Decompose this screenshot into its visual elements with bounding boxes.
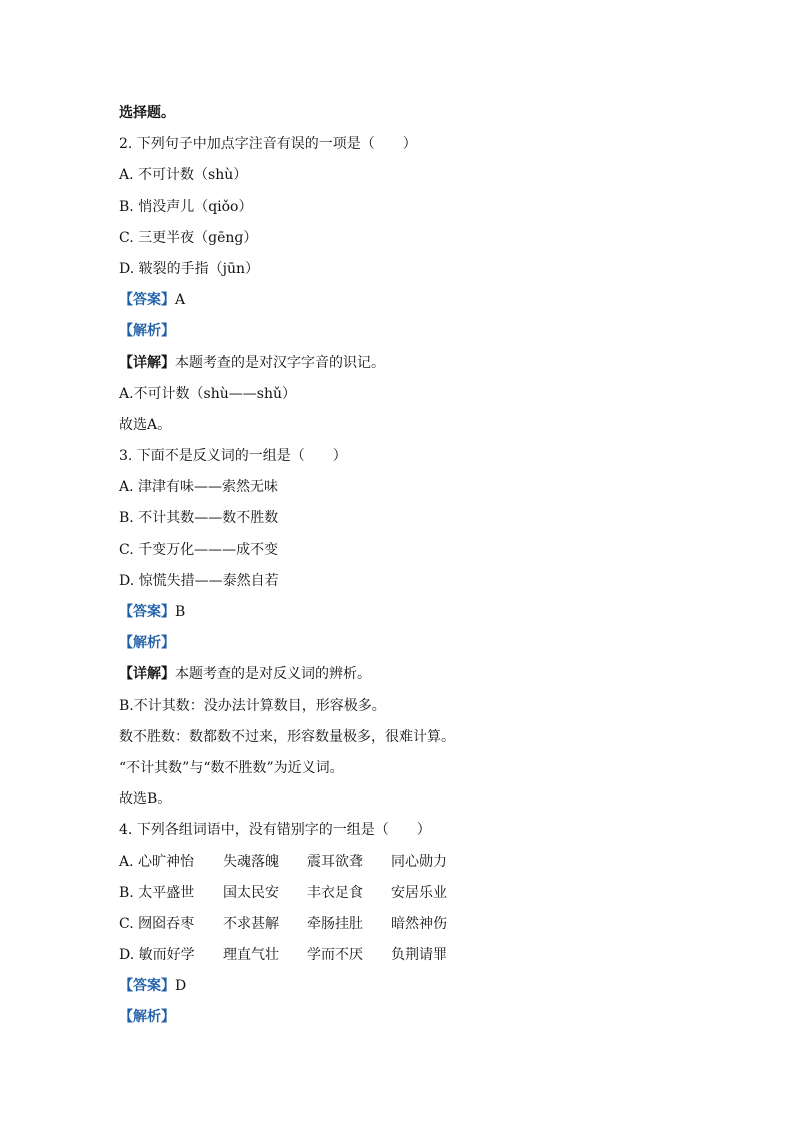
q4-option-cell: 安居乐业: [391, 884, 447, 901]
q4-option-cell: 牵肠挂肚: [307, 915, 363, 932]
answer-tag: 【答案】: [119, 978, 175, 995]
q4-answer: [119, 971, 719, 1002]
q4-option-cell: 震耳欲聋: [307, 853, 363, 870]
q3-option-c: C. 千变万化———成不变: [119, 541, 279, 558]
q3-answer: [119, 597, 719, 628]
q4-option-cell: 国太民安: [223, 884, 279, 901]
q2-option-c: C. 三更半夜（ɡēnɡ）: [119, 229, 258, 246]
q4-option-cell: 学而不厌: [307, 947, 363, 964]
q2-detail: [119, 348, 719, 379]
q2-answer: [119, 285, 719, 316]
q3-explain-line-1: B.不计其数：没办法计算数目，形容极多。: [119, 697, 386, 714]
q2-option-d: D. 皲裂的手指（jūn）: [119, 260, 259, 277]
detail-text: 本题考查的是对汉字字音的识记。: [175, 354, 385, 371]
section-title: 选择题。: [119, 105, 175, 121]
q4-option-cell: A. 心旷神怡: [119, 853, 195, 870]
detail-text: 本题考查的是对反义词的辨析。: [175, 666, 371, 683]
answer-value: B: [175, 604, 186, 620]
q3-option-b: B. 不计其数——数不胜数: [119, 510, 279, 527]
q4-option-cell: 暗然神伤: [391, 915, 447, 932]
analysis-tag: 【解析】: [119, 635, 175, 652]
q4-option-cell: B. 太平盛世: [119, 884, 195, 901]
q4-option-cell: 不求甚解: [223, 915, 279, 932]
q4-option-c: [119, 909, 719, 940]
q3-stem: 3. 下面不是反义词的一组是（ ）: [119, 448, 347, 465]
q4-option-cell: C. 囫囵吞枣: [119, 915, 195, 932]
q4-option-cell: 失魂落魄: [223, 853, 279, 870]
q4-option-cell: D. 敏而好学: [119, 947, 195, 964]
answer-value: A: [175, 292, 186, 309]
q4-option-cell: 丰衣足食: [307, 884, 363, 901]
q4-option-cell: 负荆请罪: [391, 947, 447, 964]
detail-tag: 【详解】: [119, 354, 175, 371]
q3-detail: [119, 659, 719, 690]
answer-value: D: [175, 978, 187, 995]
q4-option-a: [119, 847, 719, 878]
q4-option-b: [119, 878, 719, 909]
q3-analysis: [119, 628, 719, 659]
q4-option-d: [119, 940, 719, 971]
q2-stem: 2. 下列句子中加点字注音有误的一项是（ ）: [119, 136, 417, 153]
analysis-tag: 【解析】: [119, 323, 175, 340]
q3-explain-line-2: 数不胜数：数都数不过来，形容数量极多，很难计算。: [119, 728, 455, 745]
q3-explain-line-3: “不计其数”与“数不胜数”为近义词。: [119, 759, 344, 776]
q3-option-a: A. 津津有味——索然无味: [119, 479, 279, 496]
q2-option-b: B. 悄没声儿（qiǒo）: [119, 198, 253, 215]
analysis-tag: 【解析】: [119, 1009, 175, 1026]
q3-conclusion: 故选B。: [119, 791, 172, 808]
q2-explain-line: A.不可计数（shù——shǔ）: [119, 385, 296, 402]
content: [119, 98, 719, 1034]
q4-stem: 4. 下列各组词语中，没有错别字的一组是（ ）: [119, 822, 431, 839]
q2-conclusion: 故选A。: [119, 416, 172, 433]
q3-option-d: D. 惊慌失措——泰然自若: [119, 572, 279, 589]
q4-option-cell: 理直气壮: [223, 947, 279, 964]
q4-analysis: [119, 1002, 719, 1033]
q4-option-cell: 同心勋力: [391, 853, 447, 870]
q2-option-a: A. 不可计数（shù）: [119, 167, 248, 184]
q2-analysis: [119, 316, 719, 347]
detail-tag: 【详解】: [119, 666, 175, 683]
answer-tag: 【答案】: [119, 292, 175, 309]
answer-tag: 【答案】: [119, 604, 175, 620]
